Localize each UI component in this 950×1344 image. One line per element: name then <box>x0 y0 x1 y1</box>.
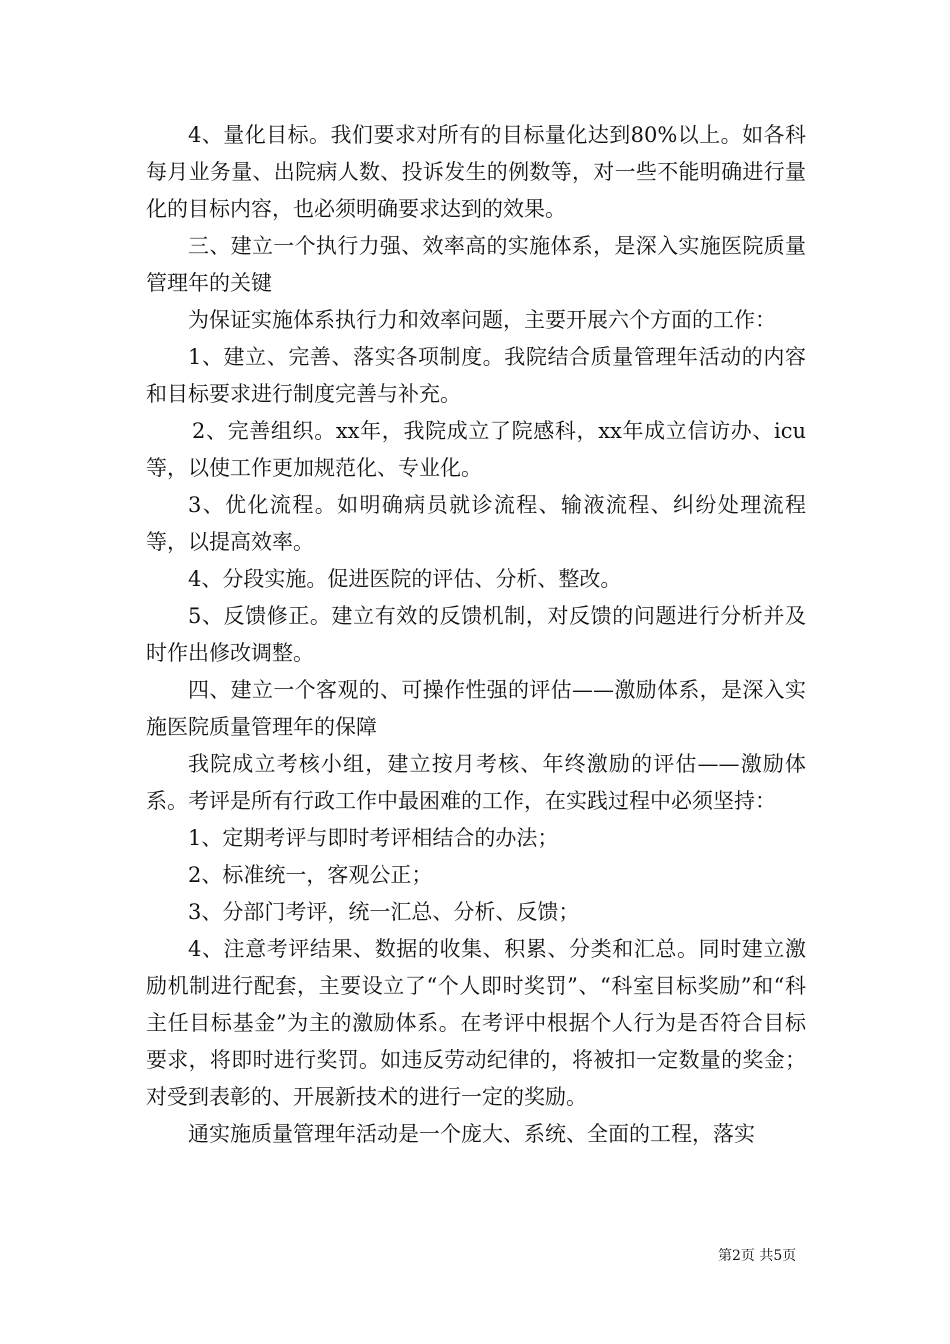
list-item-results-incentives: 4、注意考评结果、数据的收集、积累、分类和汇总。同时建立激励机制进行配套，主要设立了“个人即时奖罚”、“科室目标奖励”和“科主任目标基金”为主的激励体系。在考评中根据个人行为是否符合目标要求，将即时进行奖罚。如违反劳动纪律的，将被扣一定数量的奖金；对受到表彰的、开展新技术的进行一定的奖励。 <box>146 937 806 1109</box>
page-number: 第2页 共5页 <box>718 1248 797 1264</box>
section-heading-four: 四、建立一个客观的、可操作性强的评估——激励体系，是深入实施医院质量管理年的保障 <box>146 678 806 739</box>
paragraph-conclusion: 通实施质量管理年活动是一个庞大、系统、全面的工程，落实 <box>188 1122 755 1146</box>
list-item-unified-standard: 2、标准统一，客观公正； <box>188 863 433 887</box>
paragraph-quantify-goals: 4、量化目标。我们要求对所有的目标量化达到80%以上。如各科每月业务量、出院病人数、投诉发生的例数等，对一些不能明确进行量化的目标内容，也必须明确要求达到的效果。 <box>146 123 806 221</box>
list-item-feedback: 5、反馈修正。建立有效的反馈机制，对反馈的问题进行分析并及时作出修改调整。 <box>146 604 806 665</box>
section-heading-three: 三、建立一个执行力强、效率高的实施体系，是深入实施医院质量管理年的关键 <box>146 234 806 295</box>
list-item-organization: 2、完善组织。xx年，我院成立了院感科，xx年成立信访办、icu等，以使工作更加规范化、专业化。 <box>146 419 806 480</box>
list-item-process: 3、优化流程。如明确病员就诊流程、输液流程、纠纷处理流程等，以提高效率。 <box>146 493 806 554</box>
list-item-phased: 4、分段实施。促进医院的评估、分析、整改。 <box>188 567 622 591</box>
document-body <box>146 117 806 1153</box>
list-item-department-review: 3、分部门考评，统一汇总、分析、反馈； <box>188 900 580 924</box>
paragraph-assessment-intro: 我院成立考核小组，建立按月考核、年终激励的评估——激励体系。考评是所有行政工作中最困难的工作，在实践过程中必须坚持： <box>146 752 806 813</box>
paragraph-implementation-intro: 为保证实施体系执行力和效率问题，主要开展六个方面的工作： <box>188 308 776 332</box>
list-item-systems: 1、建立、完善、落实各项制度。我院结合质量管理年活动的内容和目标要求进行制度完善与补充。 <box>146 345 806 406</box>
list-item-periodic-review: 1、定期考评与即时考评相结合的办法； <box>188 826 559 850</box>
